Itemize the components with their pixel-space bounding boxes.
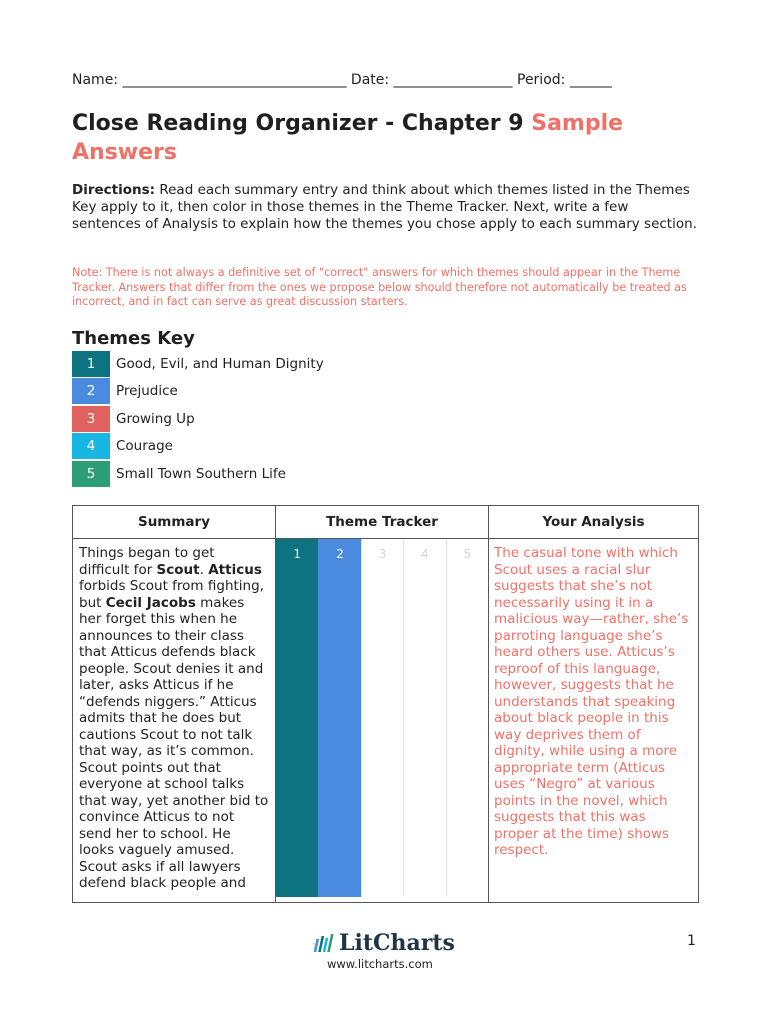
directions-label: Directions: bbox=[72, 182, 156, 198]
table-row bbox=[73, 539, 699, 903]
page-title bbox=[72, 109, 698, 167]
logo-bar bbox=[313, 943, 314, 952]
analysis-cell: The casual tone with which Scout uses a racial slur suggests that she’s not necessarily using it in a malicious way—rather, she’s parroting language she’s heard others use. Atticus’s reproof of this language, however, suggests that he understands that speaking about black people in this way deprives them of dignity, while using a more appropriate term (Atticus uses “Negro” at various points in the novel, which suggests that this was proper at the time) shows respect. bbox=[489, 539, 699, 903]
tracker-column-2[interactable]: 2 bbox=[318, 539, 360, 897]
logo-bar bbox=[314, 939, 319, 952]
theme-number-badge: 1 bbox=[72, 351, 110, 377]
logo-text: LitCharts bbox=[339, 930, 455, 956]
summary-column-header: Summary bbox=[73, 506, 276, 539]
character-scout: Scout bbox=[156, 561, 200, 578]
theme-item-growing-up bbox=[72, 405, 324, 433]
close-reading-table bbox=[72, 505, 699, 903]
title-main: Close Reading Organizer - Chapter 9 bbox=[72, 111, 532, 136]
directions bbox=[72, 182, 698, 233]
theme-tracker-cell bbox=[276, 539, 489, 903]
theme-tracker-columns bbox=[276, 539, 488, 897]
tracker-column-5[interactable]: 5 bbox=[446, 539, 488, 897]
theme-number-badge: 2 bbox=[72, 378, 110, 404]
name-date-period-line: Name: ________________________________ Date: _________________ Period: ______ bbox=[72, 72, 612, 88]
summary-text: Things began to get difficult for bbox=[79, 545, 215, 578]
theme-item-small-town bbox=[72, 460, 324, 488]
theme-number-badge: 3 bbox=[72, 406, 110, 432]
tracker-column-4[interactable]: 4 bbox=[403, 539, 445, 897]
logo-bar bbox=[327, 934, 333, 952]
summary-text: makes her forget this when he announces to their class that Atticus defends black people. Scout denies it and later, asks Atticus if he “defends niggers.” Atticus admits that he does but cautions Scout to not talk that way, as it’s common. Scout points out that everyone at school talks that way, yet another bid to convince Atticus to not send her to school. He looks vaguely amused. Scout asks if all lawyers defend black people and bbox=[79, 594, 269, 891]
theme-item-courage bbox=[72, 433, 324, 461]
theme-label: Courage bbox=[116, 438, 173, 455]
character-atticus: Atticus bbox=[208, 561, 262, 578]
theme-number-badge: 5 bbox=[72, 461, 110, 487]
theme-item-good-evil bbox=[72, 350, 324, 378]
directions-text: Read each summary entry and think about which themes listed in the Themes Key apply to it, then color in those themes in the Theme Tracker. Next, write a few sentences of Analysis to explain how the themes you chose apply to each summary section. bbox=[72, 182, 697, 232]
theme-label: Prejudice bbox=[116, 383, 178, 400]
theme-tracker-column-header: Theme Tracker bbox=[276, 506, 489, 539]
note-text: Note: There is not always a definitive set of "correct" answers for which themes should appear in the Theme Tracker. Answers that differ from the ones we propose below should therefore not automatically be treated as incorrect, and in fact can serve as great discussion starters. bbox=[72, 266, 687, 308]
theme-item-prejudice bbox=[72, 378, 324, 406]
title-accent: Sample Answers bbox=[72, 111, 624, 165]
theme-number-badge: 4 bbox=[72, 433, 110, 459]
logo-bar bbox=[323, 938, 329, 952]
theme-label: Small Town Southern Life bbox=[116, 465, 286, 482]
tracker-column-3[interactable]: 3 bbox=[361, 539, 403, 897]
theme-label: Growing Up bbox=[116, 410, 195, 427]
litcharts-logo[interactable] bbox=[313, 930, 455, 956]
summary-text: . bbox=[199, 561, 209, 578]
litcharts-bars-icon bbox=[313, 934, 335, 952]
themes-key-heading: Themes Key bbox=[72, 328, 195, 349]
character-cecil-jacobs: Cecil Jacobs bbox=[105, 594, 196, 611]
tracker-column-1[interactable]: 1 bbox=[276, 539, 318, 897]
page-number: 1 bbox=[687, 933, 696, 949]
theme-label: Good, Evil, and Human Dignity bbox=[116, 355, 324, 372]
themes-key-list bbox=[72, 350, 324, 488]
analysis-column-header: Your Analysis bbox=[489, 506, 699, 539]
footer-url[interactable]: www.litcharts.com bbox=[327, 957, 433, 971]
summary-cell bbox=[73, 539, 276, 903]
summary-text: forbids Scout from fighting, but bbox=[79, 578, 264, 611]
